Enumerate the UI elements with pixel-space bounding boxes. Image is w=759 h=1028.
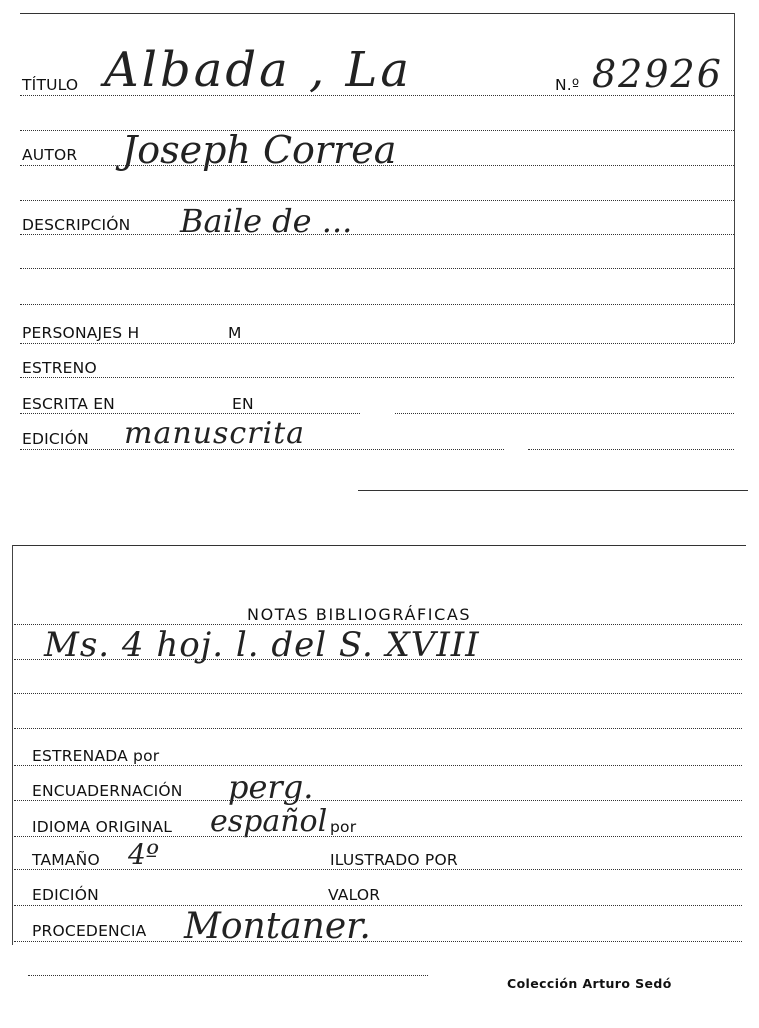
escrita-label: ESCRITA EN <box>22 395 115 413</box>
personajes-line <box>20 343 734 344</box>
titulo-value: Albada , La <box>104 42 412 98</box>
rule-line <box>14 693 742 694</box>
bottom-rule-line <box>28 975 428 976</box>
bottom-card-border-left <box>12 545 13 945</box>
rule-line <box>20 200 734 201</box>
rule-line <box>20 304 734 305</box>
autor-label: AUTOR <box>22 146 78 164</box>
estreno-label: ESTRENO <box>22 359 97 377</box>
collection-stamp: Colección Arturo Sedó <box>507 976 672 991</box>
valor-label: VALOR <box>328 886 381 904</box>
estrenada-line <box>14 765 742 766</box>
encuadernacion-line <box>14 800 742 801</box>
encuadernacion-value: perg. <box>228 768 314 806</box>
notas-value: Ms. 4 hoj. l. del S. XVIII <box>44 625 480 665</box>
edicion-line-left <box>20 449 504 450</box>
estrenada-label: ESTRENADA por <box>32 747 160 765</box>
titulo-label: TÍTULO <box>22 76 79 94</box>
personajes-m-label: M <box>228 324 242 342</box>
idioma-line <box>14 836 742 837</box>
top-card-bottom-line <box>358 490 748 491</box>
edicion-bottom-line <box>14 905 742 906</box>
numero-value: 82926 <box>592 52 723 96</box>
escrita-line-left <box>20 413 360 414</box>
edicion-label: EDICIÓN <box>22 430 89 448</box>
idioma-value: español <box>210 804 328 839</box>
rule-line <box>20 268 734 269</box>
rule-line <box>14 659 742 660</box>
personajes-label: PERSONAJES H <box>22 324 140 342</box>
edicion-line-right <box>528 449 734 450</box>
autor-line <box>20 165 734 166</box>
edicion-value: manuscrita <box>124 416 306 451</box>
idioma-por-label: por <box>330 818 357 836</box>
descripcion-value: Baile de ... <box>180 202 353 240</box>
procedencia-value: Montaner. <box>184 906 371 947</box>
encuadernacion-label: ENCUADERNACIÓN <box>32 782 183 800</box>
escrita-en-label: EN <box>232 395 254 413</box>
procedencia-label: PROCEDENCIA <box>32 922 147 940</box>
bottom-card-border-top <box>12 545 746 546</box>
escrita-line-right <box>395 413 734 414</box>
autor-value: Joseph Correa <box>122 128 397 172</box>
tamano-value: 4º <box>128 838 159 871</box>
rule-line <box>14 728 742 729</box>
tamano-line <box>14 869 742 870</box>
idioma-label: IDIOMA ORIGINAL <box>32 818 173 836</box>
descripcion-line <box>20 234 734 235</box>
procedencia-line <box>14 941 742 942</box>
descripcion-label: DESCRIPCIÓN <box>22 216 131 234</box>
tamano-label: TAMAÑO <box>32 851 100 869</box>
numero-label: N.º <box>555 76 580 94</box>
edicion-bottom-label: EDICIÓN <box>32 886 99 904</box>
ilustrado-label: ILUSTRADO POR <box>330 851 458 869</box>
estreno-line <box>20 377 734 378</box>
top-card-border-top <box>20 13 734 14</box>
top-card-border-right <box>734 13 735 343</box>
notas-heading: NOTAS BIBLIOGRÁFICAS <box>247 605 472 624</box>
titulo-line <box>20 95 734 96</box>
